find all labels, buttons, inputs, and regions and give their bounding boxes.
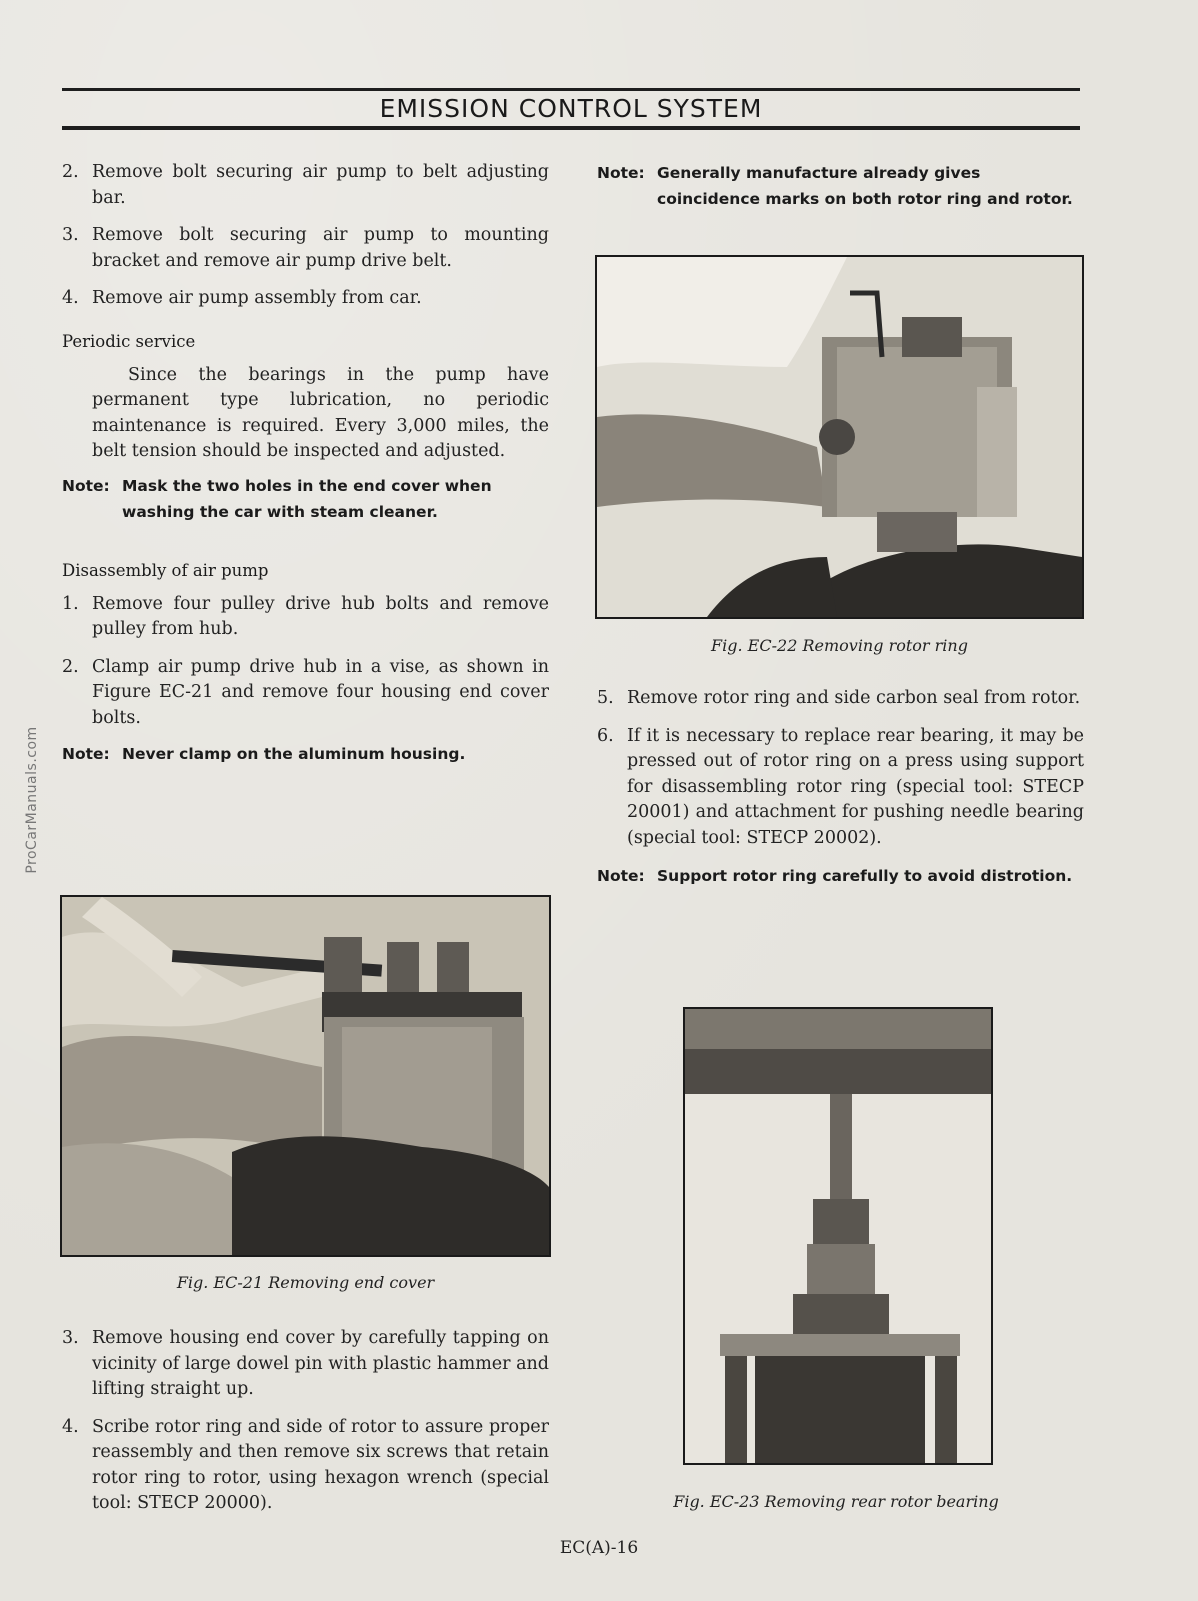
note-label: Note: xyxy=(597,164,645,182)
list-item xyxy=(597,724,1084,852)
note-label: Note: xyxy=(62,476,110,495)
right-column-top xyxy=(597,160,1084,212)
item-text: Remove four pulley drive hub bolts and remove pulley from hub. xyxy=(92,593,549,639)
note-label: Note: xyxy=(62,745,110,763)
left-column xyxy=(62,160,549,767)
item-text: Remove housing end cover by carefully tapping on vicinity of large dowel pin with plastic hammer and lifting straight up. xyxy=(92,1328,549,1399)
watermark xyxy=(20,700,44,900)
figure-ec-21-caption: Fig. EC-21 Removing end cover xyxy=(176,1273,435,1292)
note-text: Mask the two holes in the end cover when washing the car with steam cleaner. xyxy=(122,476,492,521)
item-number: 1. xyxy=(62,593,79,614)
figure-ec-23-photo xyxy=(683,1007,993,1465)
figure-ec-23-caption: Fig. EC-23 Removing rear rotor bearing xyxy=(673,1492,999,1511)
watermark-text: ProCarManuals.com xyxy=(24,726,40,874)
note-steam-cleaner xyxy=(62,473,549,525)
list-item xyxy=(62,223,549,274)
figure-ec-21-photo xyxy=(60,895,551,1257)
note-support-rotor-ring xyxy=(597,863,1084,889)
item-text: If it is necessary to replace rear bearing, it may be pressed out of rotor ring on a press using support for disassembling rotor ring (special tool: STECP 20001) and attachment for pushing needle bearing (special tool: STECP 20002). xyxy=(627,725,1084,848)
list-item xyxy=(62,1415,549,1517)
item-number: 6. xyxy=(597,725,614,746)
left-column-bottom xyxy=(62,1326,549,1517)
note-text: Support rotor ring carefully to avoid distrotion. xyxy=(657,867,1073,885)
list-item xyxy=(597,686,1084,712)
item-text: Remove bolt securing air pump to mounting bracket and remove air pump drive belt. xyxy=(92,225,549,271)
end-cover-photo-illustration xyxy=(62,897,549,1255)
item-number: 3. xyxy=(62,1328,79,1348)
item-text: Remove rotor ring and side carbon seal from rotor. xyxy=(627,688,1081,708)
note-text: Never clamp on the aluminum housing. xyxy=(122,745,466,763)
page-number: EC(A)-16 xyxy=(559,1538,639,1558)
item-number: 2. xyxy=(62,656,79,677)
figure-ec-22-photo xyxy=(595,255,1084,619)
list-item xyxy=(62,655,549,732)
header-rule-top xyxy=(62,88,1080,91)
press-bearing-photo-illustration xyxy=(685,1009,991,1463)
section-heading-periodic: Periodic service xyxy=(62,331,196,351)
section-heading-disassembly: Disassembly of air pump xyxy=(62,560,269,580)
right-column-middle xyxy=(597,686,1084,889)
list-item xyxy=(62,592,549,643)
item-number: 5. xyxy=(597,688,614,708)
page-title: EMISSION CONTROL SYSTEM xyxy=(379,94,763,123)
note-label: Note: xyxy=(597,867,645,885)
item-text: Clamp air pump drive hub in a vise, as shown in Figure EC-21 and remove four housing end cover bolts. xyxy=(92,656,549,728)
item-number: 2. xyxy=(62,162,79,182)
note-aluminum-housing xyxy=(62,741,549,767)
note-text: Generally manufacture already gives coincidence marks on both rotor ring and rotor. xyxy=(657,164,1073,208)
note-coincidence-marks xyxy=(597,160,1084,212)
item-number: 3. xyxy=(62,225,79,245)
item-number: 4. xyxy=(62,1416,79,1437)
item-number: 4. xyxy=(62,288,79,308)
periodic-paragraph: Since the bearings in the pump have permanent type lubrication, no periodic maintenance is required. Every 3,000 miles, the belt tension should be inspected and adjusted. xyxy=(92,364,549,461)
header-rule-bottom xyxy=(62,126,1080,130)
figure-ec-22-caption: Fig. EC-22 Removing rotor ring xyxy=(711,636,968,655)
item-text: Remove bolt securing air pump to belt adjusting bar. xyxy=(92,162,549,208)
item-text: Scribe rotor ring and side of rotor to assure proper reassembly and then remove six screws that retain rotor ring to rotor, using hexagon wrench (special tool: STECP 20000). xyxy=(92,1416,549,1513)
list-item xyxy=(62,286,549,312)
item-text: Remove air pump assembly from car. xyxy=(92,288,422,308)
list-item xyxy=(62,160,549,211)
rotor-ring-photo-illustration xyxy=(597,257,1082,617)
list-item xyxy=(62,1326,549,1403)
